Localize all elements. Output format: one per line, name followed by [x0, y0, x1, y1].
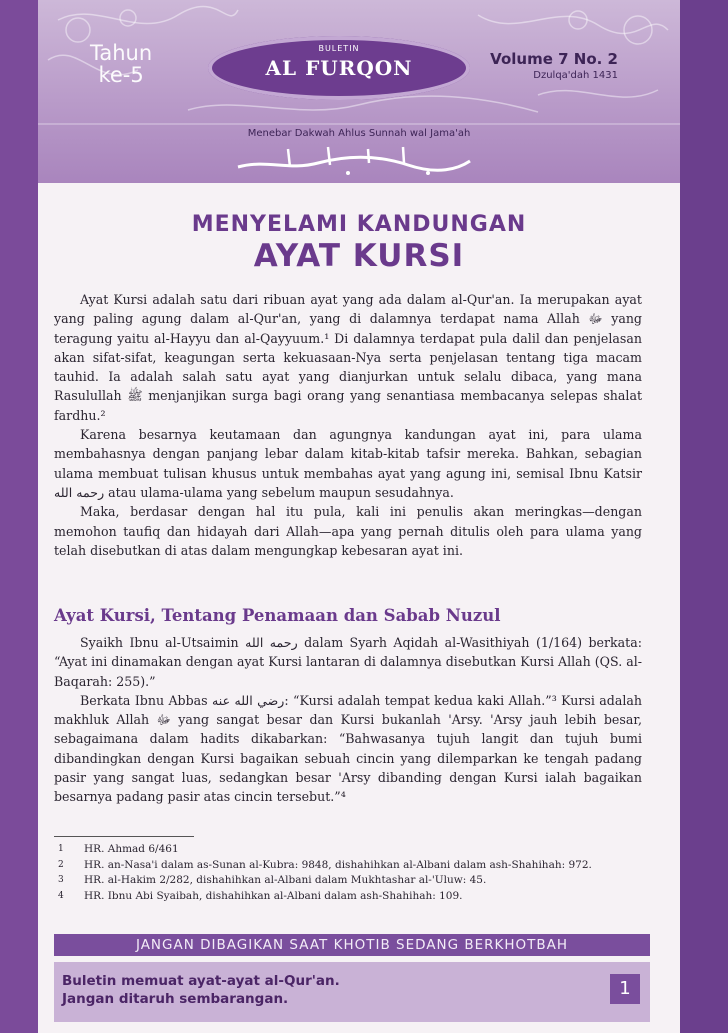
- footnote-text: HR. al-Hakim 2/282, dishahihkan al-Albani dalam Mukhtashar al-'Uluw: 45.: [84, 874, 487, 887]
- motto: Menebar Dakwah Ahlus Sunnah wal Jama'ah: [247, 128, 471, 139]
- right-border: [680, 0, 728, 1033]
- footnotes: [54, 842, 644, 904]
- section-heading: Ayat Kursi, Tentang Penamaan dan Sabab Nuzul: [54, 606, 501, 625]
- bulletin-page: [38, 0, 680, 1033]
- paragraph: Syaikh Ibnu al-Utsaimin رحمه الله dalam Syarh Aqidah al-Wasithiyah (1/164) berkata: “Ayat ini dinamakan dengan ayat Kursi lantaran di dalamnya disebutkan Kursi Allah (QS. al-Baqarah: 255).”: [54, 635, 642, 689]
- issue-date: Dzulqa'dah 1431: [533, 70, 618, 81]
- paragraph: Berkata Ibnu Abbas رضي الله عنه: “Kursi adalah tempat kedua kaki Allah.”³ Kursi adalah makhluk Allah ﷻ yang sangat besar dan Kursi bukanlah 'Arsy. 'Arsy jauh lebih besar, sebagaimana dalam hadits dikabarkan: “Bahwasanya tujuh langit dan tujuh bumi dibandingkan dengan Kursi bagaikan sebuah cincin yang dilemparkan ke tengah padang pasir yang sangat luas, sedangkan besar 'Arsy dibanding dengan Kursi ialah bagaikan besarnya padang pasir atas cincin tersebut.”⁴: [54, 692, 642, 805]
- footnote: [54, 842, 644, 858]
- year-badge: [90, 42, 152, 86]
- paragraph: Karena besarnya keutamaan dan agungnya kandungan ayat ini, para ulama membahasnya dengan panjang lebar dalam kitab-kitab tafsir mereka. Bahkan, sebagian ulama membuat tulisan khusus untuk membahas ayat yang agung ini, semisal Ibnu Katsir رحمه الله atau ulama-ulama yang sebelum maupun sesudahnya.: [54, 427, 642, 500]
- paragraph: Maka, berdasar dengan hal itu pula, kali ini penulis akan meringkas—dengan memohon taufiq dan hidayah dari Allah—apa yang pernah ditulis oleh para ulama yang telah disebutkan di atas dalam mengungkap kebesaran ayat ini.: [54, 504, 642, 558]
- year-badge-line2: ke-5: [98, 63, 144, 87]
- volume-number: Volume 7 No. 2: [490, 50, 618, 68]
- footnote: [54, 889, 644, 905]
- footnote-number: 4: [58, 890, 64, 901]
- year-badge-line1: Tahun: [90, 41, 153, 65]
- page-number: 1: [610, 974, 640, 1004]
- footer-note-line2: Jangan ditaruh sembarangan.: [62, 991, 289, 1007]
- footnote-number: 1: [58, 844, 64, 854]
- section-body: [54, 633, 642, 807]
- footer-note-line1: Buletin memuat ayat-ayat al-Qur'an.: [62, 973, 340, 989]
- bismillah-calligraphy-icon: [228, 141, 478, 179]
- footnote-divider: [54, 836, 194, 837]
- paragraph: Ayat Kursi adalah satu dari ribuan ayat yang ada dalam al-Qur'an. Ia merupakan ayat yang paling agung dalam al-Qur'an, yang di dalamnya terdapat nama Allah ﷻ yang teragung yaitu al-Hayyu dan al-Qayyuum.¹ Di dalamnya terdapat pula dalil dan penjelasan akan sifat-sifat, keagungan serta kekuasaan-Nya serta penjelasan tentang tiga macam tauhid. Ia adalah salah satu ayat yang dianjurkan untuk selalu dibaca, yang mana Rasulullah ﷺ menjanjikan surga bagi orang yang senantiasa membacanya selepas shalat fardhu.²: [54, 292, 643, 423]
- footnote-text: HR. an-Nasa'i dalam as-Sunan al-Kubra: 9848, dishahihkan al-Albani dalam ash-Shahihah: 972.: [84, 858, 592, 871]
- footer-note: [62, 972, 340, 1008]
- issue-info: [490, 50, 618, 81]
- masthead-logo: [208, 36, 470, 100]
- footnote-text: HR. Ibnu Abi Syaibah, dishahihkan al-Albani dalam ash-Shahihah: 109.: [84, 889, 463, 902]
- article-title-line2: AYAT KURSI: [253, 238, 465, 274]
- article-intro: [54, 290, 642, 560]
- footnote-number: 2: [58, 859, 64, 870]
- buletin-label: BULETIN: [318, 44, 360, 53]
- masthead: [38, 0, 680, 183]
- bulletin-name: AL FURQON: [265, 56, 413, 80]
- article-title-line1: MENYELAMI KANDUNGAN: [191, 212, 527, 237]
- left-border: [0, 0, 38, 1033]
- warning-banner: JANGAN DIBAGIKAN SAAT KHOTIB SEDANG BERKHOTBAH: [54, 934, 650, 956]
- footnote-number: 3: [58, 875, 64, 886]
- footnote: [54, 873, 644, 889]
- footnote-text: HR. Ahmad 6/461: [84, 843, 179, 855]
- footnote: [54, 858, 644, 874]
- footer: [54, 962, 650, 1022]
